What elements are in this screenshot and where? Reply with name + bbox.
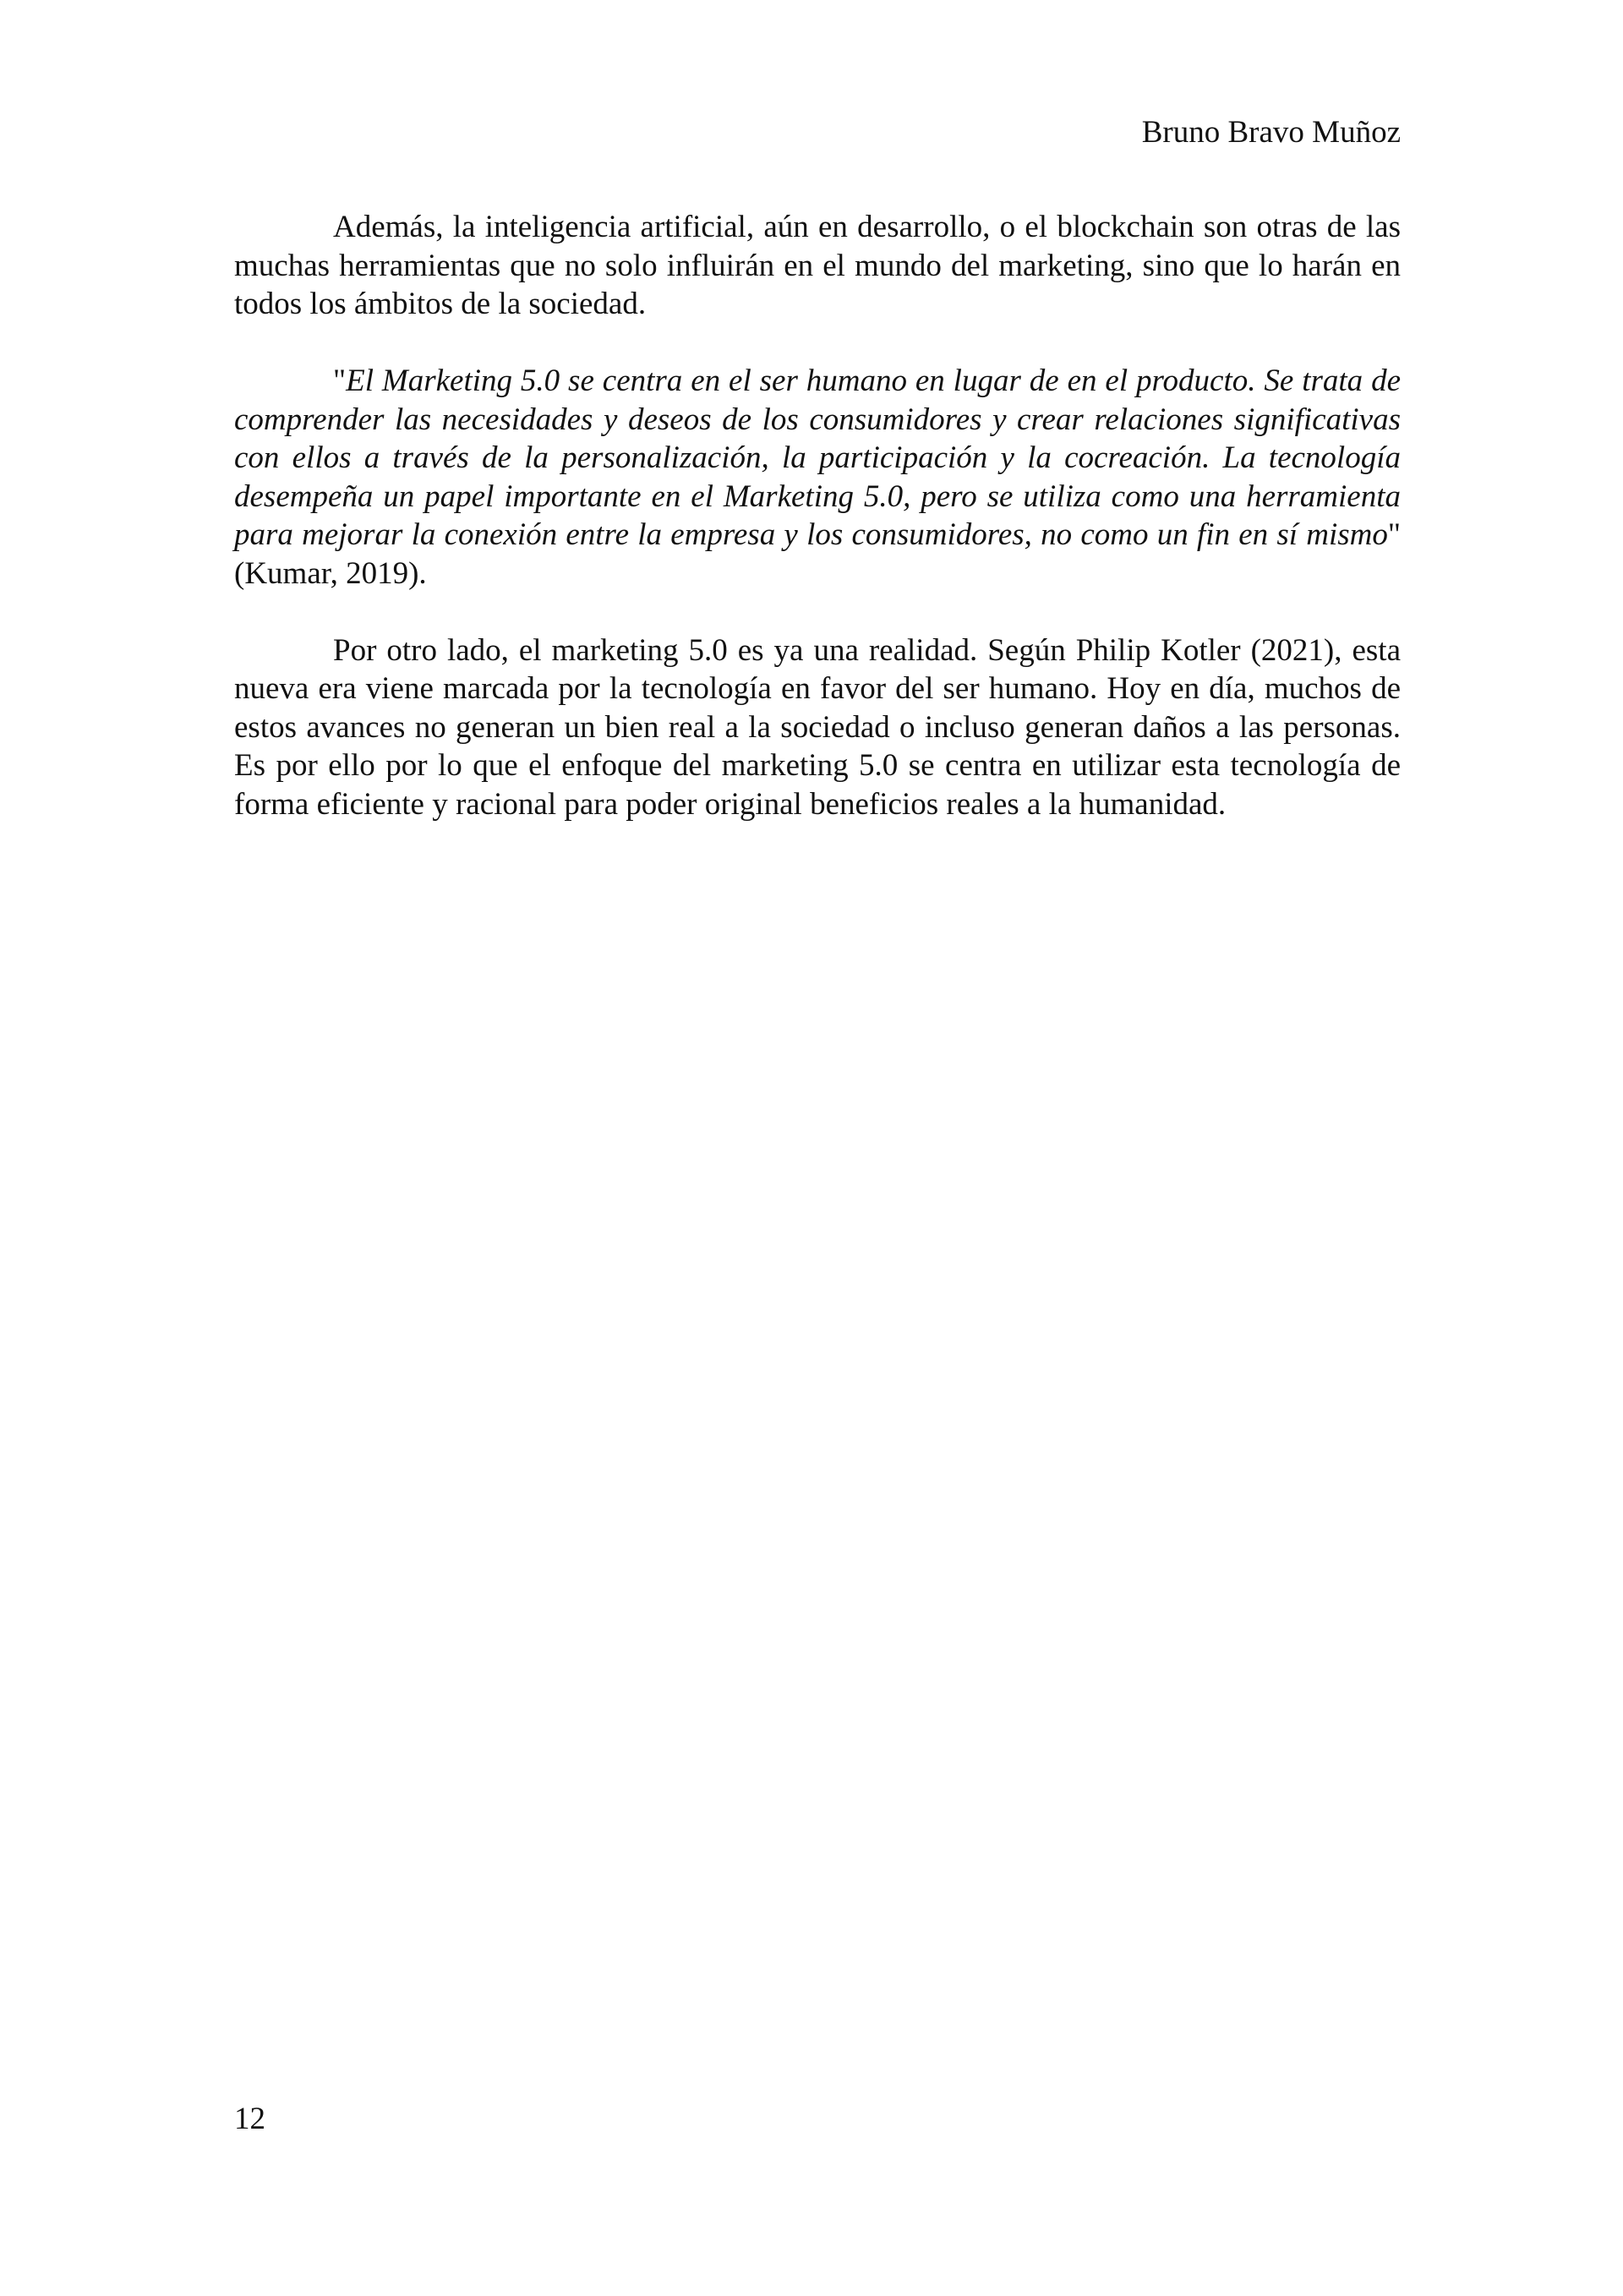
quote-open-mark: " [333, 364, 347, 398]
quote-italic-text: El Marketing 5.0 se centra en el ser humano en lugar de en el producto. Se trata de comprender las necesidades y deseos de los consumidores y crear relaciones significativas con ellos a través de la personalización, la participación y la cocreación. La tecnología desempeña un papel importante en el Marketing 5.0, pero se utiliza como una herramienta para mejorar la conexión entre la empresa y los consumidores, no como un fin en sí mismo [234, 364, 1401, 552]
quote-citation: " (Kumar, 2019). [234, 517, 1401, 591]
page-number: 12 [234, 2102, 265, 2136]
running-header-author: Bruno Bravo Muñoz [1141, 115, 1401, 150]
paragraph-kumar-quote [234, 362, 1401, 593]
paragraph-kotler: Por otro lado, el marketing 5.0 es ya una realidad. Según Philip Kotler (2021), esta nueva era viene marcada por la tecnología en favor del ser humano. Hoy en día, muchos de estos avances no generan un bien real a la sociedad o incluso generan daños a las personas. Es por ello por lo que el enfoque del marketing 5.0 se centra en utilizar esta tecnología de forma eficiente y racional para poder original beneficios reales a la humanidad. [234, 632, 1401, 822]
page-body [234, 208, 1401, 862]
paragraph-ai-blockchain: Además, la inteligencia artificial, aún en desarrollo, o el blockchain son otras de las muchas herramientas que no solo influirán en el mundo del marketing, sino que lo harán en todos los ámbitos de la sociedad. [234, 210, 1401, 321]
